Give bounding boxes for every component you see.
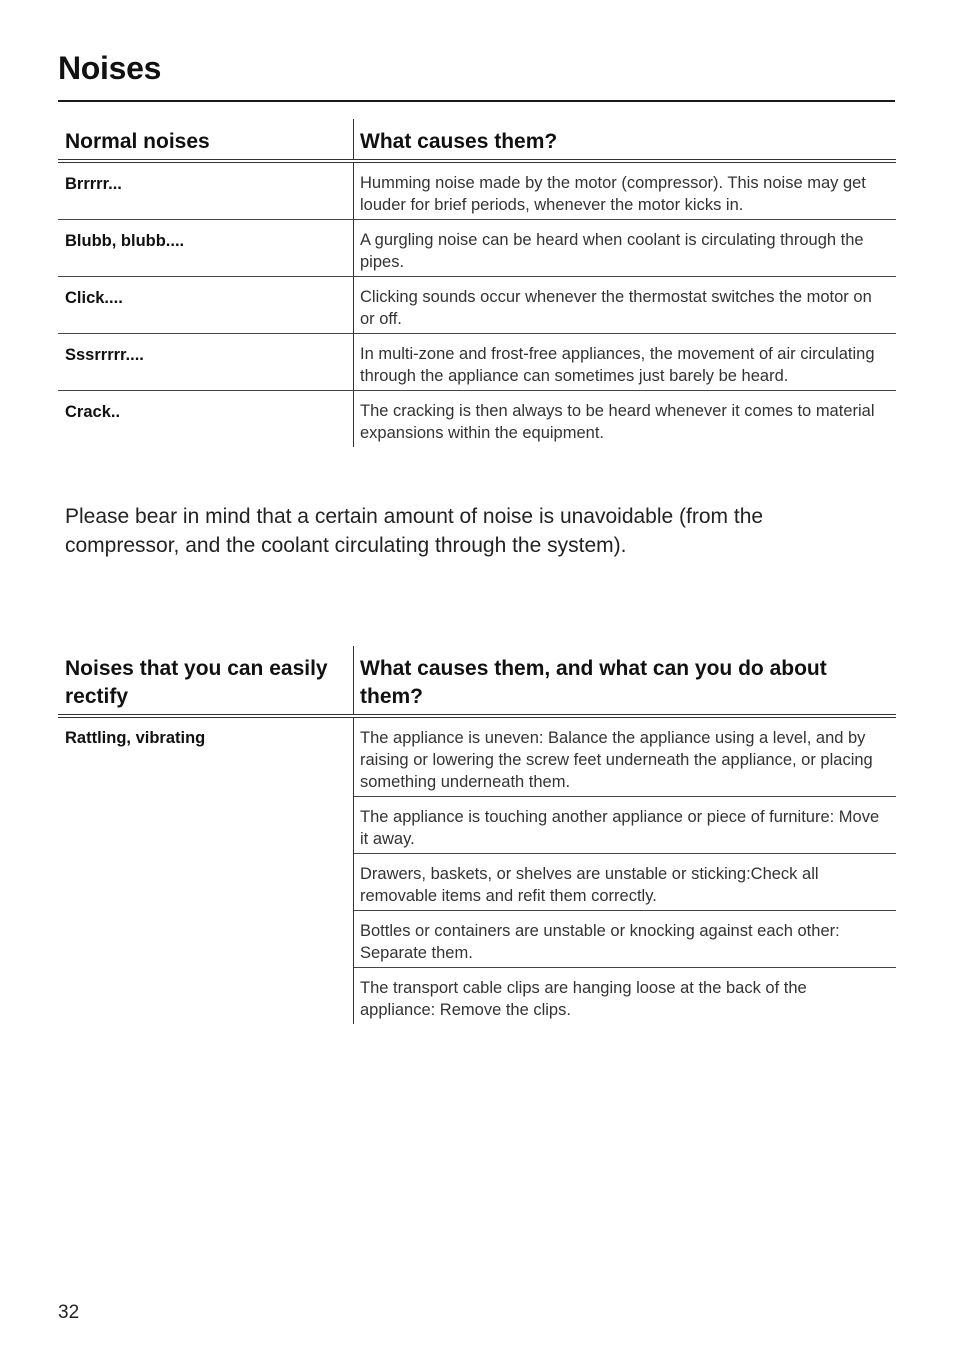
header-causes-and-remedies: What causes them, and what can you do about them? [360, 657, 827, 708]
cause-item: Drawers, baskets, or shelves are unstable or sticking:Check all removable items and refit them correctly. [354, 854, 896, 911]
table-header [58, 119, 896, 159]
noise-cause: Clicking sounds occur whenever the thermostat switches the motor on or off. [353, 277, 896, 333]
noise-label: Sssrrrrr.... [65, 346, 144, 364]
normal-noises-table [58, 119, 896, 447]
noise-label: Crack.. [65, 403, 121, 421]
noise-cause: The cracking is then always to be heard whenever it comes to material expansions within the equipment. [353, 391, 896, 447]
table-header [58, 646, 896, 714]
cause-item: The appliance is touching another appliance or piece of furniture: Move it away. [354, 797, 896, 854]
noise-note: Please bear in mind that a certain amount of noise is unavoidable (from the compressor, and the coolant circulating through the system). [65, 505, 764, 557]
page-number: 32 [58, 1302, 80, 1323]
rectify-noises-table [58, 646, 896, 1024]
table-row [58, 334, 896, 391]
table-row [58, 220, 896, 277]
page-title: Noises [58, 50, 162, 86]
header-noises-rectify: Noises that you can easily rectify [65, 657, 328, 708]
title-rule [58, 100, 895, 102]
cause-item: The transport cable clips are hanging loose at the back of the appliance: Remove the clips. [360, 979, 807, 1019]
header-divider [58, 159, 896, 160]
noise-cause: A gurgling noise can be heard when coolant is circulating through the pipes. [353, 220, 896, 276]
table-row [58, 391, 896, 447]
table-row [58, 163, 896, 220]
noise-cause: Humming noise made by the motor (compressor). This noise may get louder for brief periods, whenever the motor kicks in. [353, 163, 896, 219]
noise-label: Rattling, vibrating [65, 729, 206, 747]
cause-item: The appliance is uneven: Balance the appliance using a level, and by raising or lowering the screw feet underneath the appliance, or placing something underneath them. [354, 718, 896, 797]
table-row [58, 718, 896, 1024]
header-divider [58, 714, 896, 715]
noise-label: Brrrrr... [65, 175, 122, 193]
cause-item: Bottles or containers are unstable or knocking against each other: Separate them. [354, 911, 896, 968]
causes-list [353, 718, 896, 1024]
table-row [58, 277, 896, 334]
noise-cause: In multi-zone and frost-free appliances, the movement of air circulating through the appliance can sometimes just barely be heard. [353, 334, 896, 390]
header-what-causes-them: What causes them? [360, 130, 558, 153]
header-normal-noises: Normal noises [65, 130, 210, 153]
noise-label: Blubb, blubb.... [65, 232, 185, 250]
noise-label: Click.... [65, 289, 123, 307]
